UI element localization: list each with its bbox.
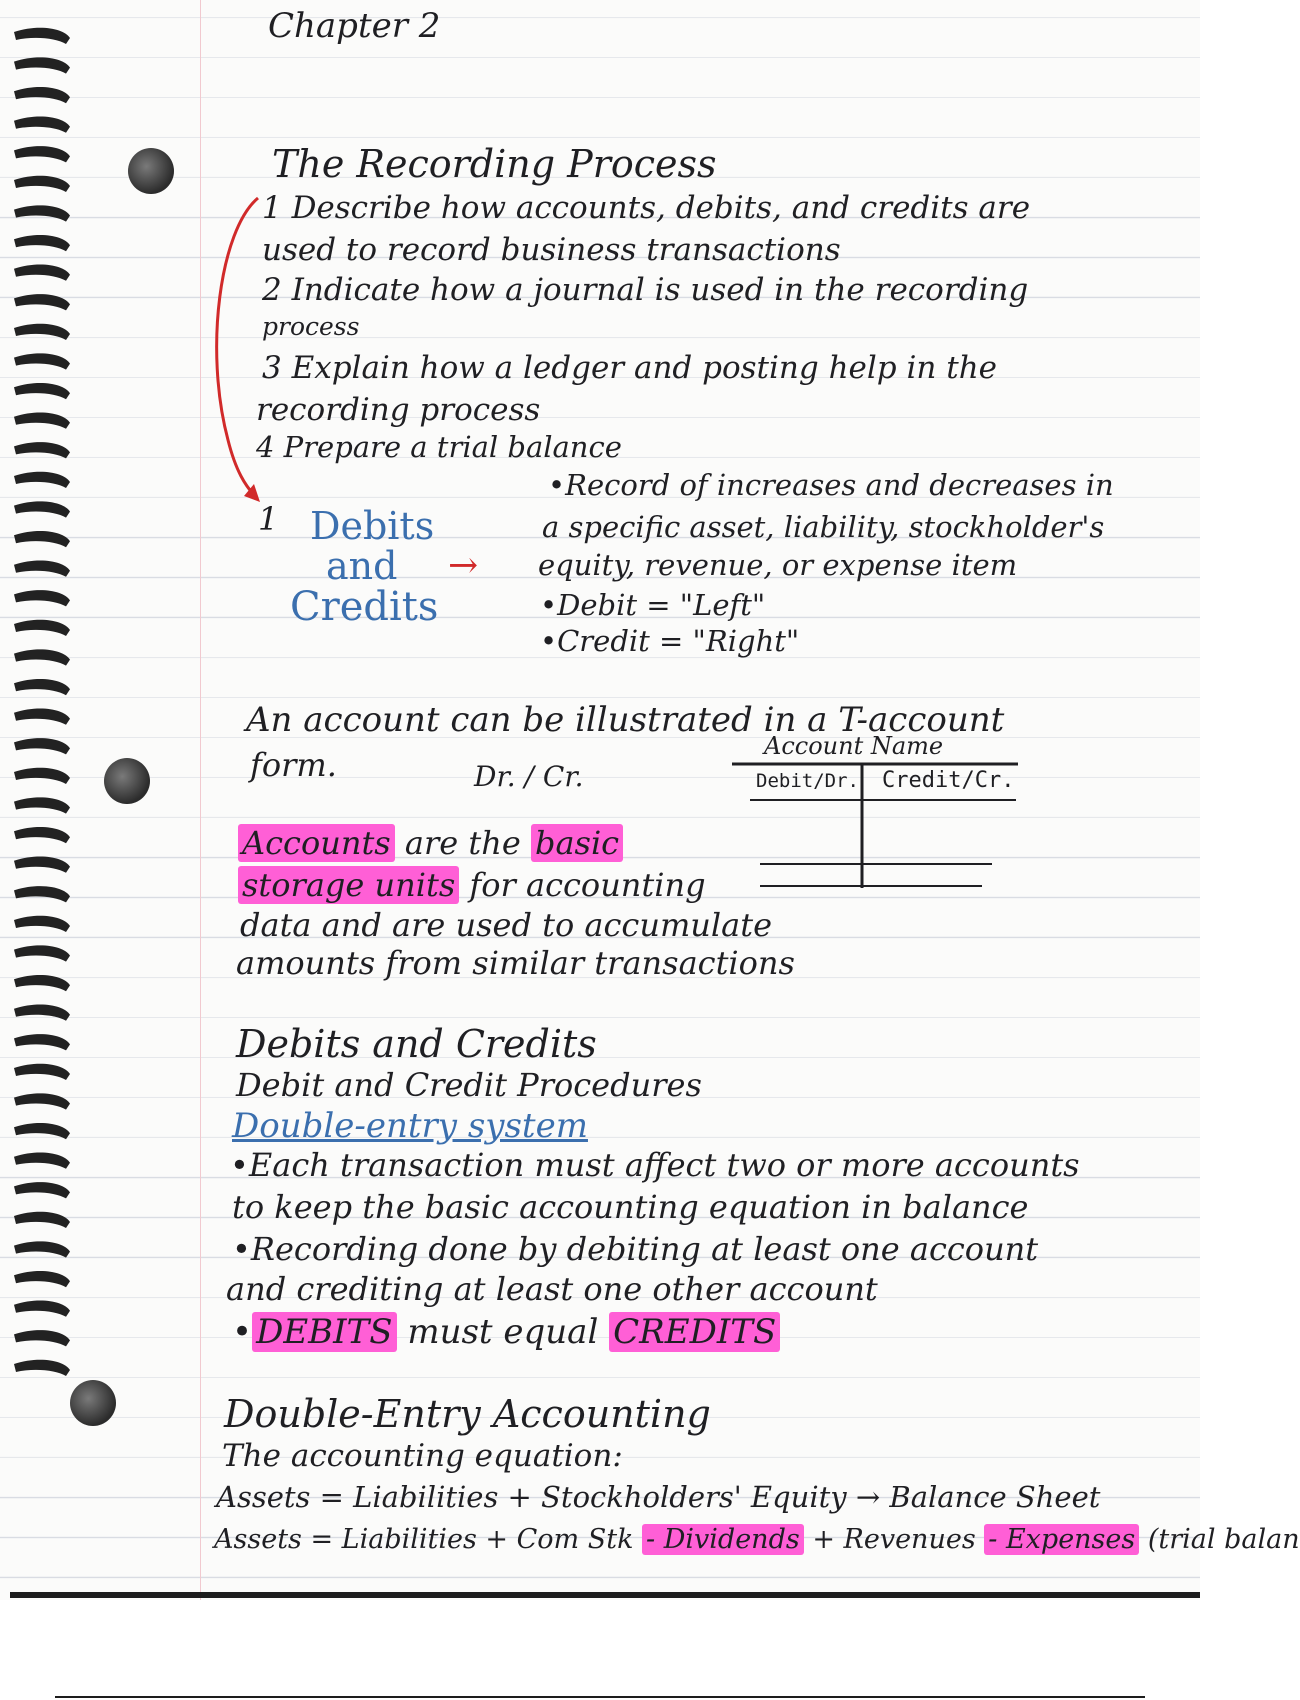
debits-equal-credits-line: • DEBITS must equal CREDITS <box>232 1312 780 1352</box>
rule-line: and crediting at least one other account <box>226 1270 878 1308</box>
equation-line-1: Assets = Liabilities + Stockholders' Equity → Balance Sheet <box>216 1480 1101 1514</box>
spiral-coil <box>14 28 70 44</box>
spiral-binding <box>8 20 78 1400</box>
margin-line <box>200 0 201 1600</box>
rule-line: • Each transaction must affect two or more accounts <box>230 1146 1080 1184</box>
rule-line: to keep the basic accounting equation in balance <box>232 1188 1029 1226</box>
section-title-double-entry: Double-Entry Accounting <box>224 1392 711 1436</box>
highlight-debits: DEBITS <box>252 1312 396 1352</box>
item-number: 1 <box>258 500 279 538</box>
equation-line-2: Assets = Liabilities + Com Stk - Dividends + Revenues - Expenses (trial balan <box>214 1524 1300 1555</box>
spiral-coil <box>14 649 70 665</box>
spiral-coil <box>14 1034 70 1050</box>
spiral-coil <box>14 561 70 577</box>
spiral-coil <box>14 531 70 547</box>
punch-hole <box>104 758 150 804</box>
credits-label: Credits <box>290 584 439 630</box>
punch-hole <box>70 1380 116 1426</box>
taccount-intro-line: An account can be illustrated in a T-account <box>246 700 1005 740</box>
highlight-credits: CREDITS <box>609 1312 780 1352</box>
taccount-intro-line: form. <box>250 746 337 784</box>
and-label: and <box>326 544 398 588</box>
spiral-coil <box>14 413 70 429</box>
spiral-coil <box>14 709 70 725</box>
objective-line: 3 Explain how a ledger and posting help in the <box>262 350 998 386</box>
spiral-coil <box>14 797 70 813</box>
spiral-coil <box>14 1330 70 1346</box>
spiral-coil <box>14 827 70 843</box>
spiral-coil <box>14 294 70 310</box>
accounts-note-line1: Accounts are the basic <box>238 824 623 862</box>
spiral-coil <box>14 1005 70 1021</box>
section-subtitle: Debit and Credit Procedures <box>236 1066 702 1104</box>
spiral-coil <box>14 1360 70 1376</box>
section-title-recording-process: The Recording Process <box>272 142 717 186</box>
arrow-right-icon: → <box>448 545 479 586</box>
dr-cr-label: Dr. / Cr. <box>474 760 584 793</box>
credit-right-note: • Credit = "Right" <box>540 624 799 658</box>
spiral-coil <box>14 442 70 458</box>
spiral-coil <box>14 679 70 695</box>
highlight-dividends: - Dividends <box>642 1524 804 1555</box>
spiral-coil <box>14 738 70 754</box>
spiral-coil <box>14 1241 70 1257</box>
debit-column-label: Debit/Dr. <box>756 770 859 792</box>
spiral-coil <box>14 1153 70 1169</box>
accounts-note-line2: storage units for accounting <box>238 866 706 904</box>
spiral-coil <box>14 324 70 340</box>
highlight-accounts: Accounts <box>238 824 395 862</box>
spiral-coil <box>14 1212 70 1228</box>
objective-line: 4 Prepare a trial balance <box>256 430 622 464</box>
spiral-coil <box>14 768 70 784</box>
debits-label: Debits <box>310 504 435 548</box>
definition-line: a specific asset, liability, stockholder's <box>542 510 1105 544</box>
red-arrow-icon <box>210 190 290 530</box>
spiral-coil <box>14 916 70 932</box>
spiral-coil <box>14 57 70 73</box>
credit-column-label: Credit/Cr. <box>882 768 1015 793</box>
definition-line: • Record of increases and decreases in <box>548 468 1114 502</box>
accounts-note-line3: data and are used to accumulate <box>240 906 773 944</box>
equation-label: The accounting equation: <box>222 1438 623 1474</box>
highlight-expenses: - Expenses <box>984 1524 1139 1555</box>
spiral-coil <box>14 975 70 991</box>
debit-left-note: • Debit = "Left" <box>540 588 765 622</box>
objective-line: used to record business transactions <box>262 232 841 268</box>
objective-line: 2 Indicate how a journal is used in the recording <box>262 272 1029 308</box>
spiral-coil <box>14 146 70 162</box>
spiral-coil <box>14 383 70 399</box>
spiral-coil <box>14 1271 70 1287</box>
spiral-coil <box>14 265 70 281</box>
spiral-coil <box>14 235 70 251</box>
accounts-note-line4: amounts from similar transactions <box>236 944 795 982</box>
chapter-heading: Chapter 2 <box>268 6 441 46</box>
section-title-debits-credits: Debits and Credits <box>236 1022 597 1066</box>
spiral-coil <box>14 353 70 369</box>
spiral-coil <box>14 1182 70 1198</box>
spiral-coil <box>14 472 70 488</box>
spiral-coil <box>14 1093 70 1109</box>
double-entry-heading: Double-entry system <box>232 1106 588 1146</box>
spiral-coil <box>14 857 70 873</box>
t-account-diagram <box>730 732 1020 898</box>
page-bottom-edge <box>10 1592 1200 1598</box>
highlight-basic: basic <box>531 824 623 862</box>
footer-rule <box>55 1696 1145 1698</box>
objective-line: process <box>262 312 360 341</box>
spiral-coil <box>14 87 70 103</box>
spiral-coil <box>14 1301 70 1317</box>
objective-line: recording process <box>256 392 541 428</box>
spiral-coil <box>14 117 70 133</box>
spiral-coil <box>14 205 70 221</box>
spiral-coil <box>14 945 70 961</box>
spiral-coil <box>14 590 70 606</box>
spiral-coil <box>14 176 70 192</box>
spiral-coil <box>14 1064 70 1080</box>
spiral-coil <box>14 501 70 517</box>
rule-line: • Recording done by debiting at least one account <box>232 1230 1038 1268</box>
spiral-coil <box>14 886 70 902</box>
highlight-storage-units: storage units <box>238 866 459 904</box>
spiral-coil <box>14 620 70 636</box>
spiral-coil <box>14 1123 70 1139</box>
punch-hole <box>128 148 174 194</box>
account-name-label: Account Name <box>764 732 944 760</box>
objective-line: 1 Describe how accounts, debits, and credits are <box>262 190 1031 226</box>
definition-line: equity, revenue, or expense item <box>538 548 1018 582</box>
